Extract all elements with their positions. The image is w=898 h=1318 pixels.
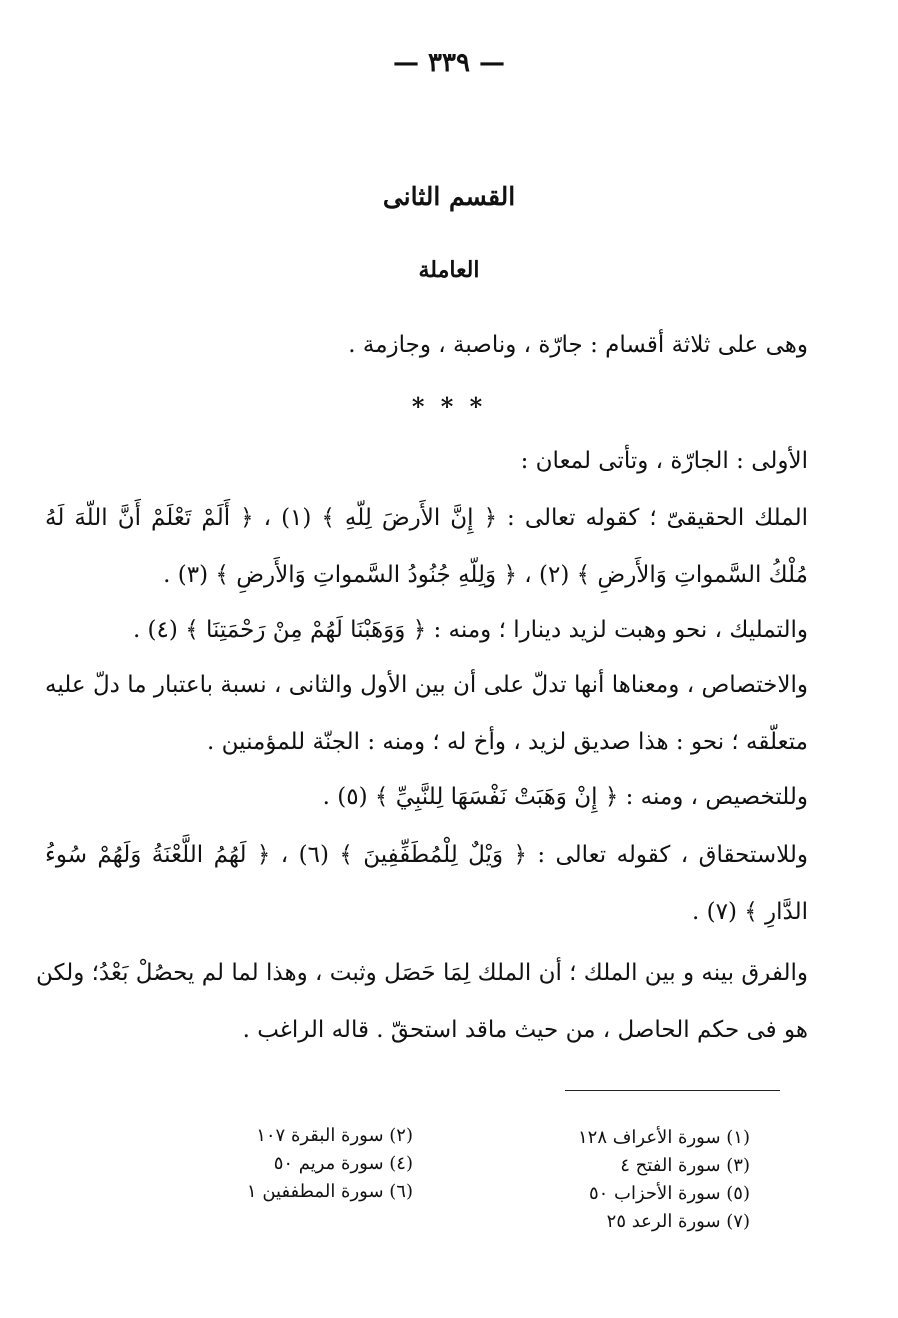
text-line: الأولى : الجارّة ، وتأتى لمعان :	[520, 448, 808, 474]
text-line: الدَّارِ ﴾ (٧) .	[691, 899, 808, 925]
text-line: الملك الحقيقىّ ؛ كقوله تعالى : ﴿ إِنَّ الأَرضَ لِلّهِ ﴾ (١) ، ﴿ أَلَمْ تَعْلَمْ أَنَّ اللّهَ لَهُ	[45, 505, 808, 531]
intro-paragraph: وهى على ثلاثة أقسام : جارّة ، وناصبة ، وجازمة .	[348, 332, 808, 358]
footnote: (٣) سورة الفتح ٤	[620, 1155, 750, 1176]
separator-stars: * * *	[411, 392, 487, 421]
text-line: هو فى حكم الحاصل ، من حيث ماقد استحقّ . قاله الراغب .	[242, 1017, 808, 1043]
text-line: وللاستحقاق ، كقوله تعالى : ﴿ وَيْلٌ لِلْمُطَفِّفِينَ ﴾ (٦) ، ﴿ لَهُمُ اللَّعْنَةُ وَلَهُمْ سُوءُ	[45, 842, 808, 868]
footnote: (٤) سورة مريم ٥٠	[273, 1153, 413, 1174]
text-line: والتمليك ، نحو وهبت لزيد دينارا ؛ ومنه : ﴿ وَوَهَبْنَا لَهُمْ مِنْ رَحْمَتِنَا ﴾ (٤) .	[132, 617, 808, 643]
text-line: متعلّقه ؛ نحو : هذا صديق لزيد ، وأخ له ؛ ومنه : الجنّة للمؤمنين .	[207, 729, 808, 755]
footnote: (٥) سورة الأحزاب ٥٠	[588, 1183, 750, 1204]
footnote: (٦) سورة المطففين ١	[246, 1181, 413, 1202]
footnote: (١) سورة الأعراف ١٢٨	[577, 1127, 750, 1148]
footnote: (٧) سورة الرعد ٢٥	[606, 1211, 750, 1232]
footnote: (٢) سورة البقرة ١٠٧	[256, 1125, 413, 1146]
text-line: والفرق بينه و بين الملك ؛ أن الملك لِمَا حَصَل وثبت ، وهذا لما لم يحصُلْ بَعْدُ؛ ولكن	[35, 960, 808, 986]
text-line: مُلْكُ السَّمواتِ وَالأَرضِ ﴾ (٢) ، ﴿ وَلِلّهِ جُنُودُ السَّمواتِ وَالأَرضِ ﴾ (٣) .	[163, 562, 808, 588]
text-line: وللتخصيص ، ومنه : ﴿ إِنْ وَهَبَتْ نَفْسَهَا لِلنَّبِيِّ ﴾ (٥) .	[322, 784, 808, 810]
page-number: — ٣٣٩ —	[392, 48, 506, 78]
section-title: القسم الثانى	[382, 182, 516, 211]
section-subtitle: العاملة	[418, 257, 480, 283]
text-line: والاختصاص ، ومعناها أنها تدلّ على أن بين الأول والثانى ، نسبة باعتبار ما دلّ عليه	[45, 672, 808, 698]
footnote-divider	[565, 1090, 780, 1091]
